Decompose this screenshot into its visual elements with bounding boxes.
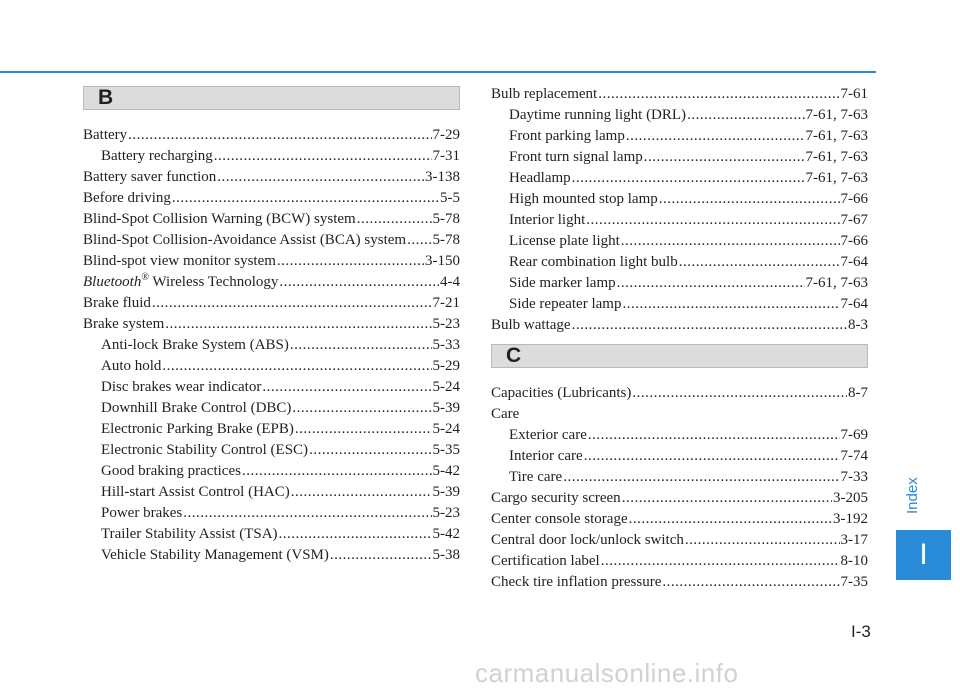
- entry-page: 7-64: [840, 254, 868, 270]
- index-entry[interactable]: [83, 482, 460, 503]
- entry-name: Central door lock/unlock switch: [491, 532, 684, 548]
- entry-name: Electronic Stability Control (ESC): [101, 442, 309, 458]
- entry-name: Interior care: [509, 448, 583, 464]
- entry-name-italic: Bluetooth: [83, 274, 142, 290]
- dot-leader: [632, 383, 847, 404]
- index-entry[interactable]: [83, 503, 460, 524]
- dot-leader: [292, 398, 431, 419]
- entry-page: 5-39: [432, 400, 460, 416]
- entry-page: 5-38: [432, 547, 460, 563]
- entry-name: Good braking practices: [101, 463, 241, 479]
- dot-leader: [172, 188, 439, 209]
- entry-name: Side marker lamp: [509, 275, 616, 291]
- entry-page: 5-29: [432, 358, 460, 374]
- entry-page: 7-64: [840, 296, 868, 312]
- dot-leader: [584, 446, 840, 467]
- entry-name: Center console storage: [491, 511, 628, 527]
- entry-page: 7-29: [432, 127, 460, 143]
- entry-name: Anti-lock Brake System (ABS): [101, 337, 289, 353]
- entry-name: Brake fluid: [83, 295, 151, 311]
- page-number: I-3: [851, 622, 871, 641]
- entry-name: Headlamp: [509, 170, 571, 186]
- entry-name: Power brakes: [101, 505, 183, 521]
- entry-name: Interior light: [509, 212, 586, 228]
- entry-name: License plate light: [509, 233, 620, 249]
- index-entry[interactable]: [491, 383, 868, 404]
- section-b-list: [83, 125, 460, 566]
- entry-page: 7-61, 7-63: [805, 107, 868, 123]
- index-entry[interactable]: [491, 189, 868, 210]
- entry-name-suffix: Wireless Technology: [148, 274, 279, 290]
- index-entry[interactable]: [491, 273, 868, 294]
- index-entry[interactable]: [491, 467, 868, 488]
- dot-leader: [291, 482, 432, 503]
- dot-leader: [588, 425, 840, 446]
- index-entry[interactable]: [83, 461, 460, 482]
- dot-leader: [644, 147, 805, 168]
- entry-page: 7-31: [432, 148, 460, 164]
- entry-page: 5-5: [440, 190, 460, 206]
- entry-name: Tire care: [509, 469, 563, 485]
- dot-leader: [572, 168, 805, 189]
- entry-name: Before driving: [83, 190, 171, 206]
- entry-name: Bulb replacement: [491, 86, 598, 102]
- entry-name: Exterior care: [509, 427, 587, 443]
- dot-leader: [685, 530, 840, 551]
- dot-leader: [563, 467, 839, 488]
- entry-page: 7-61: [840, 86, 868, 102]
- index-entry[interactable]: [83, 209, 460, 230]
- index-entry[interactable]: [83, 545, 460, 566]
- dot-leader: [152, 293, 432, 314]
- index-entry[interactable]: [83, 146, 460, 167]
- entry-page: 5-24: [432, 379, 460, 395]
- index-entry[interactable]: [491, 315, 868, 336]
- entry-page: 3-150: [425, 253, 460, 269]
- dot-leader: [279, 524, 432, 545]
- section-c-list: [491, 383, 868, 593]
- index-entry[interactable]: [83, 167, 460, 188]
- dot-leader: [242, 461, 432, 482]
- dot-leader: [309, 440, 431, 461]
- entry-page: 5-35: [432, 442, 460, 458]
- entry-name: Cargo security screen: [491, 490, 621, 506]
- entry-page: 8-7: [848, 385, 868, 401]
- dot-leader: [622, 294, 839, 315]
- entry-name: Blind-spot view monitor system: [83, 253, 276, 269]
- entry-name: Check tire inflation pressure: [491, 574, 662, 590]
- dot-leader: [162, 356, 431, 377]
- index-entry[interactable]: [491, 572, 868, 593]
- side-tab-letter: I: [919, 538, 928, 571]
- dot-leader: [128, 125, 431, 146]
- entry-page: 5-33: [432, 337, 460, 353]
- index-entry[interactable]: [83, 293, 460, 314]
- dot-leader: [617, 273, 805, 294]
- entry-name: Front turn signal lamp: [509, 149, 643, 165]
- index-entry[interactable]: [491, 210, 868, 231]
- entry-page: 7-74: [840, 448, 868, 464]
- dot-leader: [357, 209, 432, 230]
- dot-leader: [687, 105, 804, 126]
- dot-leader: [622, 488, 832, 509]
- dot-leader: [183, 503, 431, 524]
- index-entry[interactable]: [491, 294, 868, 315]
- dot-leader: [165, 314, 431, 335]
- entry-name: Battery recharging: [101, 148, 213, 164]
- section-letter-b: B: [98, 86, 114, 109]
- dot-leader: [679, 252, 840, 273]
- side-tab-label[interactable]: [896, 470, 951, 530]
- index-entry[interactable]: [491, 530, 868, 551]
- watermark: carmanualsonline.info: [475, 658, 739, 688]
- index-entry[interactable]: [491, 404, 868, 425]
- entry-page: 3-192: [833, 511, 868, 527]
- entry-page: 5-42: [432, 463, 460, 479]
- index-entry[interactable]: [83, 335, 460, 356]
- entry-name: Blind-Spot Collision Warning (BCW) system: [83, 211, 356, 227]
- index-entry[interactable]: [491, 551, 868, 572]
- entry-name: Auto hold: [101, 358, 162, 374]
- index-entry[interactable]: [83, 125, 460, 146]
- index-entry[interactable]: [491, 425, 868, 446]
- entry-page: 7-61, 7-63: [805, 128, 868, 144]
- entry-page: 7-66: [840, 233, 868, 249]
- entry-page: 7-35: [840, 574, 868, 590]
- entry-page: 7-67: [840, 212, 868, 228]
- entry-page: 3-138: [425, 169, 460, 185]
- dot-leader: [629, 509, 832, 530]
- dot-leader: [277, 251, 424, 272]
- index-entry[interactable]: [83, 356, 460, 377]
- index-entry[interactable]: [491, 105, 868, 126]
- index-entry[interactable]: [83, 440, 460, 461]
- section-header-b: [83, 86, 460, 110]
- index-entry[interactable]: [491, 168, 868, 189]
- entry-page: 8-10: [840, 553, 868, 569]
- entry-page: 4-4: [440, 274, 460, 290]
- entry-page: 7-61, 7-63: [805, 170, 868, 186]
- entry-name: [83, 272, 278, 293]
- dot-leader: [407, 230, 431, 251]
- dot-leader: [598, 84, 839, 105]
- entry-page: 5-24: [432, 421, 460, 437]
- entry-page: 5-39: [432, 484, 460, 500]
- entry-page: 5-42: [432, 526, 460, 542]
- section-letter-c: C: [506, 344, 522, 367]
- entry-name: Bulb wattage: [491, 317, 571, 333]
- entry-name: Battery saver function: [83, 169, 217, 185]
- index-entry[interactable]: [83, 524, 460, 545]
- entry-name: Trailer Stability Assist (TSA): [101, 526, 278, 542]
- entry-name: Brake system: [83, 316, 165, 332]
- dot-leader: [295, 419, 432, 440]
- entry-name: Hill-start Assist Control (HAC): [101, 484, 290, 500]
- dot-leader: [601, 551, 840, 572]
- dot-leader: [572, 315, 847, 336]
- index-entry[interactable]: [83, 188, 460, 209]
- entry-name: Care: [491, 406, 520, 422]
- side-tab-label-text: Index: [904, 477, 921, 514]
- entry-name: High mounted stop lamp: [509, 191, 658, 207]
- dot-leader: [214, 146, 432, 167]
- entry-page: 5-78: [432, 211, 460, 227]
- dot-leader: [662, 572, 839, 593]
- index-column-right: [491, 84, 868, 593]
- dot-leader: [262, 377, 431, 398]
- index-entry[interactable]: [83, 251, 460, 272]
- entry-page: 3-205: [833, 490, 868, 506]
- entry-page: 7-61, 7-63: [805, 275, 868, 291]
- index-entry[interactable]: [83, 398, 460, 419]
- section-header-c: [491, 344, 868, 368]
- dot-leader: [621, 231, 840, 252]
- top-rule: [0, 71, 876, 73]
- side-tab-index[interactable]: [896, 530, 951, 580]
- index-entry[interactable]: [491, 147, 868, 168]
- entry-page: 7-21: [432, 295, 460, 311]
- index-entry[interactable]: [83, 272, 460, 293]
- index-entry[interactable]: [491, 509, 868, 530]
- entry-page: 7-61, 7-63: [805, 149, 868, 165]
- dot-leader: [217, 167, 424, 188]
- index-entry[interactable]: [83, 419, 460, 440]
- section-b-cont-list: [491, 84, 868, 336]
- entry-name: Downhill Brake Control (DBC): [101, 400, 292, 416]
- entry-name: Capacities (Lubricants): [491, 385, 632, 401]
- index-entry[interactable]: [491, 126, 868, 147]
- index-entry[interactable]: [83, 377, 460, 398]
- entry-page: 5-23: [432, 316, 460, 332]
- index-entry[interactable]: [491, 488, 868, 509]
- entry-page: 7-33: [840, 469, 868, 485]
- section-spacer: [491, 336, 868, 344]
- dot-leader: [659, 189, 840, 210]
- entry-name: Front parking lamp: [509, 128, 625, 144]
- index-entry[interactable]: [491, 84, 868, 105]
- entry-page: 8-3: [848, 317, 868, 333]
- index-entry[interactable]: [491, 446, 868, 467]
- dot-leader: [586, 210, 839, 231]
- index-entry[interactable]: [83, 230, 460, 251]
- entry-name: Side repeater lamp: [509, 296, 622, 312]
- entry-page: 5-23: [432, 505, 460, 521]
- dot-leader: [626, 126, 805, 147]
- dot-leader: [279, 272, 439, 293]
- entry-page: 3-17: [840, 532, 868, 548]
- entry-name: Daytime running light (DRL): [509, 107, 687, 123]
- index-column-left: [83, 86, 460, 566]
- index-entry[interactable]: [83, 314, 460, 335]
- entry-name: Vehicle Stability Management (VSM): [101, 547, 329, 563]
- dot-leader: [290, 335, 432, 356]
- entry-name: Certification label: [491, 553, 600, 569]
- registered-mark: ®: [141, 272, 149, 283]
- index-entry[interactable]: [491, 252, 868, 273]
- index-entry[interactable]: [491, 231, 868, 252]
- entry-name: Electronic Parking Brake (EPB): [101, 421, 294, 437]
- entry-page: 7-69: [840, 427, 868, 443]
- entry-page: 5-78: [432, 232, 460, 248]
- dot-leader: [330, 545, 432, 566]
- entry-name: Blind-Spot Collision-Avoidance Assist (BCA) system: [83, 232, 407, 248]
- entry-name: Disc brakes wear indicator: [101, 379, 262, 395]
- entry-name: Battery: [83, 127, 128, 143]
- entry-page: 7-66: [840, 191, 868, 207]
- entry-name: Rear combination light bulb: [509, 254, 678, 270]
